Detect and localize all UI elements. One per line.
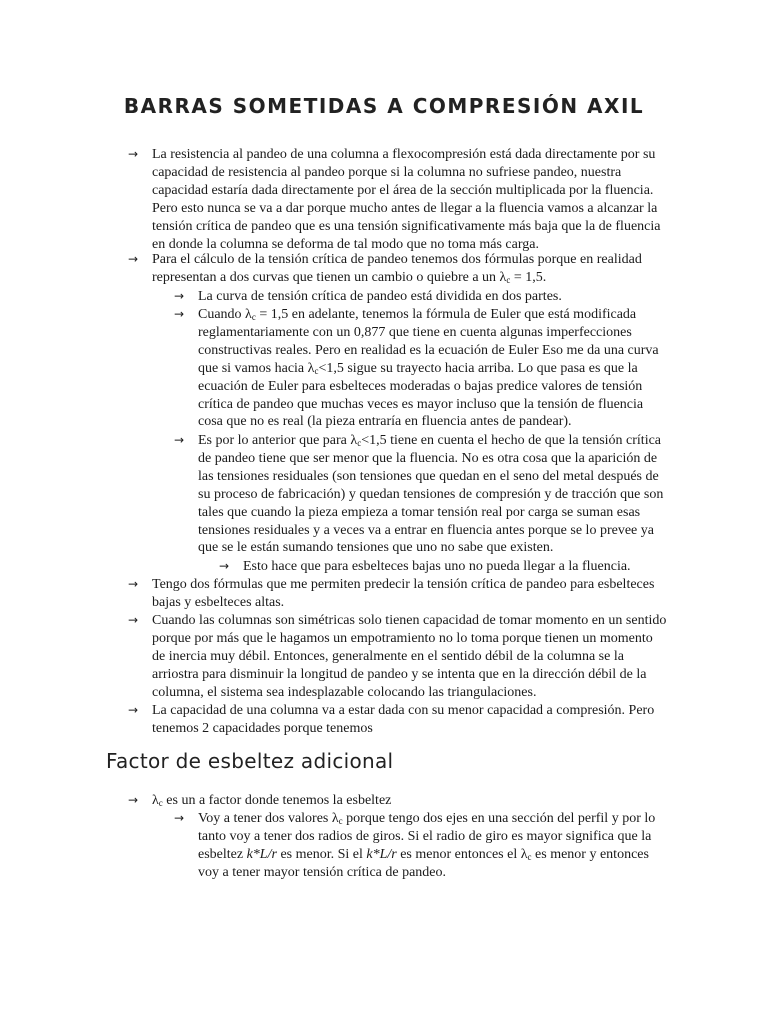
text-line: Para el cálculo de la tensión crítica de pandeo tenemos dos fórmulas porque en realidad	[152, 252, 642, 267]
text-line	[198, 846, 655, 864]
text-line: en donde la columna se deforma de tal modo que no toma más carga.	[152, 236, 539, 252]
text-line: que se le están sumando tensiones que uno no sabe que existen.	[198, 540, 554, 556]
arrow-icon: →	[174, 433, 185, 447]
text-line	[198, 432, 663, 450]
text-line: tensión crítica de pandeo que es una tensión significativamente más baja que la de fluencia	[152, 218, 661, 234]
text-run: Es por lo anterior que para λ	[198, 433, 358, 448]
text-run: <1,5 tiene en cuenta el hecho de que la tensión crítica	[361, 433, 662, 448]
text-line: arriostra para disminuir la longitud de pandeo y se intenta que en la dirección débil de la	[152, 666, 647, 682]
text-line: tensiones residuales y a veces va a entrar en fluencia antes porque se lo prevee ya	[198, 522, 654, 538]
paragraph	[152, 792, 391, 810]
bullet-item	[128, 251, 642, 287]
subscript: c	[314, 365, 319, 376]
paragraph	[198, 810, 655, 882]
arrow-icon: →	[174, 289, 185, 303]
arrow-icon: →	[128, 703, 139, 717]
text-line: las tensiones residuales (son tensiones que quedan en el seno del metal después de	[198, 468, 659, 484]
bullet-item	[174, 288, 562, 306]
text-line	[198, 360, 659, 378]
text-line: La capacidad de una columna va a estar dada con su menor capacidad a compresión. Pero	[152, 703, 655, 718]
bullet-item	[128, 576, 654, 612]
page-title: BARRAS SOMETIDAS A COMPRESIÓN AXIL	[123, 94, 645, 118]
text-line: bajas y esbelteces altas.	[152, 594, 285, 610]
text-line: de pandeo tiene que ser menor que la fluencia. No es otra cosa que la aparición de	[198, 450, 658, 466]
paragraph	[243, 558, 631, 576]
text-run: que si vamos hacia λ	[198, 360, 315, 376]
text-line: reglamentariamente con un 0,877 que tiene en cuenta algunas imperfecciones	[198, 324, 632, 340]
text-line: porque por más que le hagamos un empotramiento no lo toma porque tienen un momento	[152, 630, 653, 646]
text-run: es un a factor donde tenemos la esbeltez	[162, 793, 392, 808]
arrow-icon: →	[128, 147, 139, 161]
text-run: Voy a tener dos valores λ	[198, 811, 339, 826]
subscript: c	[357, 438, 362, 448]
paragraph	[152, 251, 642, 287]
arrow-icon: →	[128, 793, 139, 807]
text-line	[152, 269, 642, 287]
text-line: tanto voy a tener dos radios de giros. Si el radio de giro es mayor significa que la	[198, 828, 652, 844]
text-line: Tengo dos fórmulas que me permiten predecir la tensión crítica de pandeo para esbelteces	[152, 577, 655, 592]
text-line: capacidad estaría dada directamente por el área de la sección multiplicada por la fluencia.	[152, 182, 654, 198]
bullet-item	[174, 810, 655, 882]
subscript: c	[527, 851, 532, 862]
text-run: porque tengo dos ejes en una sección del perfil y por lo	[342, 811, 656, 826]
text-run: es menor y entonces	[531, 846, 649, 862]
paragraph	[152, 146, 660, 253]
text-line: La resistencia al pandeo de una columna a flexocompresión está dada directamente por su	[152, 147, 656, 162]
bullet-item	[128, 146, 660, 253]
bullet-item	[128, 702, 654, 738]
text-run: <1,5 sigue su trayecto hacia arriba. Lo que pasa es que la	[318, 360, 638, 376]
text-line: tenemos 2 capacidades porque tenemos	[152, 720, 373, 736]
text-line	[198, 810, 655, 828]
text-line: Esto hace que para esbelteces bajas uno no pueda llegar a la fluencia.	[243, 559, 631, 574]
arrow-icon: →	[219, 559, 230, 573]
bullet-item	[174, 306, 659, 431]
text-run: representan a dos curvas que tienen un cambio o quiebre a un λ	[152, 269, 507, 285]
formula: k*L/r	[366, 846, 397, 862]
paragraph	[152, 612, 666, 702]
text-run: Cuando λ	[198, 307, 252, 322]
text-line: voy a tener mayor tensión crítica de pandeo.	[198, 864, 447, 880]
paragraph	[198, 288, 562, 306]
text-run: λ	[152, 793, 159, 808]
text-run: es menor entonces el λ	[396, 846, 528, 862]
formula: k*L/r	[246, 846, 277, 862]
text-run: esbeltez	[198, 846, 247, 862]
bullet-item	[128, 792, 391, 810]
arrow-icon: →	[128, 613, 139, 627]
bullet-item	[174, 432, 663, 557]
text-line: La curva de tensión crítica de pandeo está dividida en dos partes.	[198, 289, 562, 304]
text-run: es menor. Si el	[276, 846, 367, 862]
text-line: crítica de pandeo que muchas veces es mayor incluso que la tensión de fluencia	[198, 396, 644, 412]
paragraph	[152, 702, 654, 738]
arrow-icon: →	[128, 252, 139, 266]
text-run: = 1,5 en adelante, tenemos la fórmula de Euler que está modificada	[255, 307, 637, 322]
paragraph	[198, 306, 659, 431]
text-run: = 1,5.	[510, 269, 547, 285]
arrow-icon: →	[128, 577, 139, 591]
paragraph	[152, 576, 654, 612]
subscript: c	[338, 816, 343, 826]
text-line: ecuación de Euler para esbelteces moderadas o bajas predice valores de tensión	[198, 378, 643, 394]
text-line	[152, 792, 391, 810]
subscript: c	[158, 798, 163, 808]
arrow-icon: →	[174, 307, 185, 321]
text-line: cosa que no es real (la pieza entraría en fluencia antes de pandear).	[198, 414, 572, 430]
text-line: columna, el sistema sea indesplazable colocando las triangulaciones.	[152, 684, 537, 700]
bullet-item	[128, 612, 666, 702]
text-line	[198, 306, 659, 324]
bullet-item	[219, 558, 631, 576]
section-heading: Factor de esbeltez adicional	[106, 749, 394, 773]
text-line: capacidad de resistencia al pandeo porque si la columna no sufriese pandeo, nuestra	[152, 164, 622, 180]
text-line: Cuando las columnas son simétricas solo tienen capacidad de tomar momento en un sentido	[152, 613, 667, 628]
arrow-icon: →	[174, 811, 185, 825]
text-line: su proceso de fabricación) y quedan tensiones de compresión y de tracción que son	[198, 486, 664, 502]
text-line: de inercia muy débil. Entonces, generalmente en el sentido débil de la columna se la	[152, 648, 624, 664]
subscript: c	[251, 312, 256, 322]
text-line: Pero esto nunca se va a dar porque mucho antes de llegar a la fluencia vamos a alcanzar la	[152, 200, 658, 216]
text-line: tales que cuando la pieza empieza a tomar tensión real por carga se suman esas	[198, 504, 641, 520]
subscript: c	[506, 274, 511, 285]
text-line: constructivas reales. Pero en realidad es la ecuación de Euler Eso me da una curva	[198, 342, 659, 358]
paragraph	[198, 432, 663, 557]
